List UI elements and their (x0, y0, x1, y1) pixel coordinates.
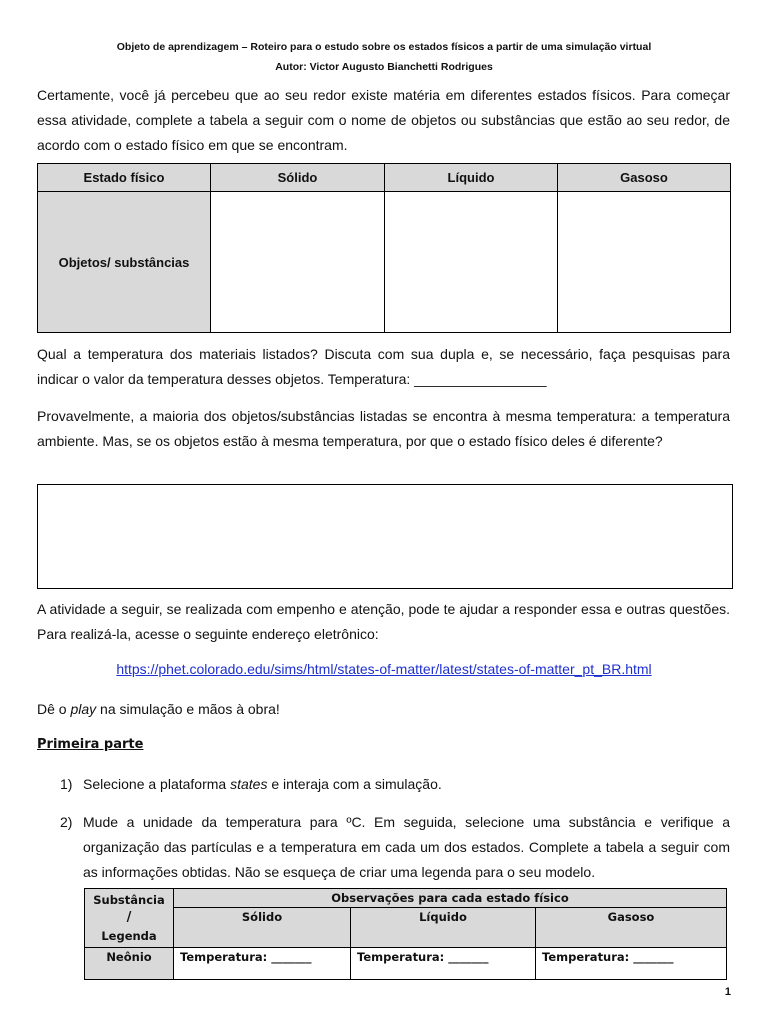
state-question: Provavelmente, a maioria dos objetos/substâncias listadas se encontra à mesma temperatura: a temperatura ambiente. Mas, se os objetos estão à mesma temperatura, por que o estado físico deles é diferente? (37, 408, 730, 449)
list-text: Selecione a plataforma states e interaja com a simulação. (83, 776, 442, 792)
answer-box[interactable] (37, 484, 733, 589)
liquid-header: Líquido (385, 164, 558, 192)
gas-header: Gasoso (536, 908, 727, 948)
liquid-header: Líquido (351, 908, 536, 948)
list-text: Mude a unidade da temperatura para ºC. Em seguida, selecione uma substância e verifique a organização das partículas e a temperatura em cada um dos estados. Complete a tabela a seguir com as informações obtidas. Não se esqueça de criar uma legenda para o seu modelo. (83, 814, 730, 880)
observations-table (84, 888, 727, 980)
list-number: 1) (60, 776, 73, 792)
states-table (37, 163, 731, 333)
solid-header: Sólido (174, 908, 351, 948)
solid-temperature-field[interactable]: Temperatura: _______ (174, 948, 351, 980)
objects-row-label: Objetos/ substâncias (38, 192, 211, 333)
section-title: Primeira parte (37, 737, 144, 752)
temperature-question: Qual a temperatura dos materiais listados? Discuta com sua dupla e, se necessário, faça pesquisas para indicar o valor da temperatura desses objetos. Temperatura: _________________ (37, 346, 730, 387)
document-author: Autor: Victor Augusto Bianchetti Rodrigues (275, 61, 493, 73)
gas-header: Gasoso (558, 164, 731, 192)
play-word: play (70, 701, 97, 717)
solid-header: Sólido (211, 164, 385, 192)
page-number: 1 (724, 986, 731, 998)
observations-header: Observações para cada estado físico (174, 889, 727, 908)
neon-row-label: Neônio (85, 948, 174, 980)
document-title: Objeto de aprendizagem – Roteiro para o estudo sobre os estados físicos a partir de uma simulação virtual (116, 41, 652, 53)
play-instruction: Dê o play na simulação e mãos à obra! (37, 701, 280, 717)
intro-paragraph: Certamente, você já percebeu que ao seu redor existe matéria em diferentes estados físicos. Para começar essa atividade, complete a tabela a seguir com o nome de objetos ou substâncias que estão ao seu redor, de acordo com o estado físico em que se encontram. (37, 87, 730, 153)
liquid-temperature-field[interactable]: Temperatura: _______ (351, 948, 536, 980)
state-column-header: Estado físico (38, 164, 211, 192)
liquid-answer-cell[interactable] (385, 192, 558, 333)
simulation-link[interactable]: https://phet.colorado.edu/sims/html/states-of-matter/latest/states-of-matter_pt_BR.html (116, 661, 652, 677)
gas-temperature-field[interactable]: Temperatura: _______ (536, 948, 727, 980)
list-number: 2) (60, 814, 73, 830)
solid-answer-cell[interactable] (211, 192, 385, 333)
gas-answer-cell[interactable] (558, 192, 731, 333)
substance-legend-header: Substância / Legenda (85, 889, 174, 948)
activity-paragraph: A atividade a seguir, se realizada com empenho e atenção, pode te ajudar a responder essa e outras questões. Para realizá-la, acesse o seguinte endereço eletrônico: (37, 601, 730, 642)
